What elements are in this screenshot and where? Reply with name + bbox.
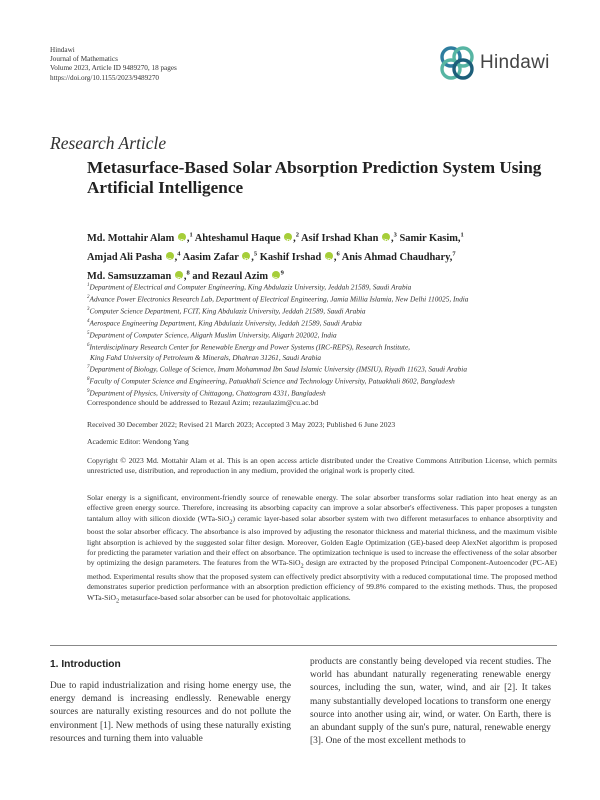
- affiliation: $^7$Department of Biology, College of Science, Imam Mohammad Ibn Saud Islamic University (IMSIU), Riyadh 11623, Saudi Arabia: [87, 364, 467, 374]
- affiliation: $^6$Interdisciplinary Research Center for Renewable Energy and Power Systems (IRC-REPS), Research Institute,: [87, 342, 411, 352]
- hindawi-logo-icon: [437, 43, 477, 83]
- affiliation: $^9$Department of Physics, University of Chittagong, Chattogram 4331, Bangladesh: [87, 388, 326, 398]
- paper-title: Metasurface-Based Solar Absorption Prediction System Using Artificial Intelligence: [87, 158, 542, 197]
- author[interactable]: Md. Mottahir Alam iD ,$^1$: [87, 233, 193, 244]
- affiliation: $^4$Aerospace Engineering Department, King Abdulaziz University, Jeddah 21589, Saudi Arabia: [87, 318, 362, 328]
- affiliation: $^5$Department of Computer Science, Aligarh Muslim University, Aligarh 202002, India: [87, 330, 337, 340]
- academic-editor: Academic Editor: Wendong Yang: [87, 437, 189, 446]
- correspondence: Correspondence should be addressed to Rezaul Azim; rezaulazim@cu.ac.bd: [87, 398, 319, 407]
- copyright-notice: Copyright © 2023 Md. Mottahir Alam et al. This is an open access article distributed under the Creative Commons Attribution License, which permits unrestricted use, distribution, and reproduction in any medium, provided the original work is properly cited.: [87, 456, 557, 476]
- affiliation: $^3$Computer Science Department, FCIT, King Abdulaziz University, Jeddah 21589, Saudi Arabia: [87, 306, 366, 316]
- affiliation: $^2$Advance Power Electronics Research Lab, Department of Electrical Engineering, Jamia Millia Islamia, New Delhi 110025, India: [87, 294, 469, 304]
- section-divider: [50, 645, 557, 646]
- author[interactable]: Amjad Ali Pasha iD ,$^4$: [87, 252, 181, 263]
- author[interactable]: Anis Ahmad Chaudhary,$^7$: [341, 250, 456, 264]
- orcid-icon[interactable]: [242, 252, 250, 260]
- section-heading: 1. Introduction: [50, 659, 121, 670]
- journal-name: Journal of Mathematics: [50, 55, 118, 64]
- abstract: Solar energy is a significant, environment-friendly source of renewable energy. The solar absorber transforms solar radiation into heat energy as an effective green energy source. Therefore, increasing its absorbing capacity can improve a solar absorber's effectiveness. This paper proposes a tungsten tantalum alloy with silicon dioxide (WTa-SiO$_2$) ceramic layer-based solar absorber system with two different metasurfaces to enhance absorptivity and boost the solar absorber efficacy. The absorbance is also improved by adjusting the resonator thickness and material thickness, and the maximum visible light absorption is achieved by the suggested solar filter design. Moreover, Golden Eagle Optimization (GE)-based deep AlexNet algorithm is proposed for predicting the parameter variation and their effect on absorbance. The optimization technique is used to increase the effectiveness of the solar absorber by optimizing the design parameters. The features from the WTa-SiO$_2$ design are extracted by the proposed Principal Component-Autoencoder (PC-AE) method. Experimental results show that the proposed system can effectively predict absorptivity with a reduced computational time. The proposed method demonstrates superior prediction performance with an absorption prediction efficiency of 99.8% compared to the existing methods. Thus, the proposed WTa-SiO$_2$ metasurface-based solar absorber can be used for photovoltaic applications.: [87, 493, 557, 605]
- volume-line: Volume 2023, Article ID 9489270, 18 pages: [50, 64, 177, 73]
- author[interactable]: Kashif Irshad iD ,$^6$: [260, 252, 340, 263]
- hindawi-logo-text: Hindawi: [480, 52, 550, 73]
- author[interactable]: Samir Kasim,$^1$: [399, 232, 464, 245]
- author[interactable]: Md. Samsuzzaman iD ,$^8$: [87, 271, 190, 282]
- journal-meta: [50, 46, 177, 83]
- orcid-icon[interactable]: [382, 233, 390, 241]
- orcid-icon[interactable]: [284, 233, 292, 241]
- affiliation-list: [87, 281, 557, 399]
- article-type: Research Article: [50, 133, 167, 153]
- affiliation: $^8$Faculty of Computer Science and Engineering, Patuakhali Science and Technology University, Patuakhali 8602, Bangladesh: [87, 376, 455, 386]
- orcid-icon[interactable]: [166, 252, 174, 260]
- author[interactable]: Ahteshamul Haque iD ,$^2$: [195, 233, 299, 244]
- author[interactable]: Aasim Zafar iD ,$^5$: [183, 252, 258, 263]
- body-column-left: Due to rapid industrialization and rising home energy use, the energy demand is increasing endlessly. Renewable energy sources are naturally existing resources and do not pollute the environment [1]. New methods of using these naturally existing resources and turning them into valuable: [50, 681, 291, 744]
- orcid-icon[interactable]: [178, 233, 186, 241]
- hindawi-logo: [437, 43, 550, 83]
- publication-dates: Received 30 December 2022; Revised 21 March 2023; Accepted 3 May 2023; Published 6 June 2023: [87, 420, 396, 429]
- orcid-icon[interactable]: [272, 271, 280, 279]
- author[interactable]: Asif Irshad Khan iD ,$^3$: [301, 233, 397, 244]
- affiliation: $^1$Department of Electrical and Computer Engineering, King Abdulaziz University, Jeddah 21589, Saudi Arabia: [87, 282, 412, 292]
- author-list: [87, 228, 557, 285]
- doi-link[interactable]: https://doi.org/10.1155/2023/9489270: [50, 73, 160, 82]
- author[interactable]: and Rezaul Azim iD $^9$: [192, 271, 283, 282]
- body-column-right: products are constantly being developed via recent studies. The world has abundant naturally regenerating renewable energy sources, including the sun, water, wind, and air [2]. It takes many substantially developed locations to transform one energy source into another using air, wind, or water. On Earth, there is an abundant supply of the sun's pure, natural, renewable energy [3]. One of the most excellent methods to: [310, 657, 551, 747]
- orcid-icon[interactable]: [325, 252, 333, 260]
- publisher-name: Hindawi: [50, 46, 75, 54]
- affiliation-continuation: King Fahd University of Petroleum & Minerals, Dhahran 31261, Saudi Arabia: [90, 352, 322, 362]
- orcid-icon[interactable]: [175, 271, 183, 279]
